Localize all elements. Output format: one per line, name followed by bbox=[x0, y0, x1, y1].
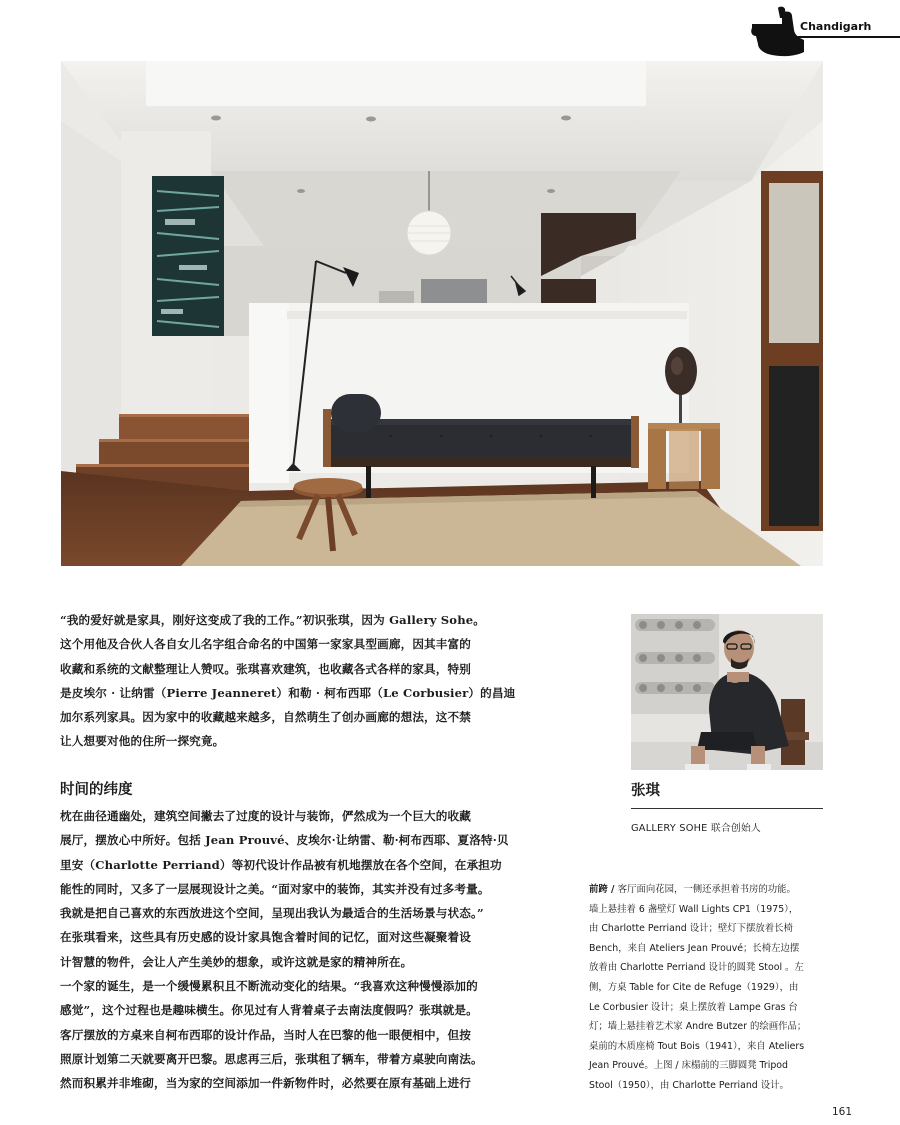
body-line: 感觉”，这个过程也是趣味横生。你见过有人背着桌子去南法度假吗？张琪就是。 bbox=[60, 1003, 478, 1018]
header-rule bbox=[782, 36, 900, 38]
intro-line: 收藏和系统的文献整理让人赞叹。张琪喜欢建筑，也收藏各式各样的家具，特别 bbox=[60, 661, 472, 676]
body-line: 一个家的诞生，是一个缓慢累积且不断流动变化的结果。“我喜欢这种慢慢添加的 bbox=[60, 979, 478, 994]
section-name: Chandigarh bbox=[800, 20, 872, 33]
intro-line: 加尔系列家具。因为家中的收藏越来越多，自然萌生了创办画廊的想法，这不禁 bbox=[60, 710, 472, 725]
page-number: 161 bbox=[832, 1106, 853, 1118]
body-line: 展厅，摆放心中所好。包括 Jean Prouvé、皮埃尔·让纳雷、勒·柯布西耶、夏洛特·贝 bbox=[60, 833, 509, 848]
living-room-photo bbox=[61, 61, 823, 566]
intro-line: 这个用他及合伙人各自女儿名字组合命名的中国第一家家具型画廊，因其丰富的 bbox=[60, 637, 472, 652]
hand-icon bbox=[748, 6, 808, 58]
caption-line: 侧，方桌 Table for Cite de Refuge（1929），由 bbox=[589, 981, 799, 993]
caption-line: Jean Prouvé。上图 / 床榻前的三脚圆凳 Tripod bbox=[589, 1060, 788, 1072]
intro-line: “我的爱好就是家具，刚好这变成了我的工作。”初识张琪，因为 Gallery Sohe。 bbox=[60, 613, 486, 627]
caption-line: Stool（1950），由 Charlotte Perriand 设计。 bbox=[589, 1079, 789, 1091]
caption-line: 灯；墙上悬挂着艺术家 Andre Butzer 的绘画作品； bbox=[589, 1021, 807, 1033]
intro-line: 让人想要对他的住所一探究竟。 bbox=[60, 734, 225, 749]
intro-line: 是皮埃尔 · 让纳雷（Pierre Jeanneret）和勒 · 柯布西耶（Le Corbusier）的昌迪 bbox=[60, 685, 516, 700]
living-room-illustration bbox=[61, 61, 823, 566]
caption-line: Bench，来自 Ateliers Jean Prouvé；长椅左边摆 bbox=[589, 942, 800, 954]
section-tag bbox=[748, 6, 900, 58]
section-body bbox=[60, 804, 600, 1096]
portrait-name: 张琪 bbox=[631, 783, 660, 799]
caption-line bbox=[589, 880, 829, 900]
caption-label: 前跨 / bbox=[589, 884, 618, 895]
body-line: 在张琪看来，这些具有历史感的设计家具饱含着时间的记忆，面对这些凝聚着设 bbox=[60, 930, 472, 945]
caption-line: 桌前的木质座椅 Tout Bois（1941），来自 Ateliers bbox=[589, 1040, 805, 1052]
intro-paragraph bbox=[60, 608, 600, 754]
caption-text: 客厅面向花园，一侧还承担着书房的功能。 bbox=[617, 884, 796, 895]
body-line: 里安（Charlotte Perriand）等初代设计作品被有机地摆放在各个空间，在承担功 bbox=[60, 857, 502, 872]
body-line: 客厅摆放的方桌来自柯布西耶的设计作品，当时人在巴黎的他一眼便相中，但按 bbox=[60, 1027, 472, 1042]
section-heading: 时间的纬度 bbox=[60, 782, 133, 798]
portrait-divider bbox=[631, 808, 823, 809]
body-line: 计智慧的物件，会让人产生美妙的想象，或许这就是家的精神所在。 bbox=[60, 954, 413, 969]
portrait-photo bbox=[631, 614, 823, 770]
caption-line: 放着由 Charlotte Perriand 设计的圆凳 Stool 。左 bbox=[589, 962, 804, 974]
portrait-role: GALLERY SOHE 联合创始人 bbox=[631, 823, 761, 834]
body-line: 照原计划第二天就要离开巴黎。思虑再三后，张琪租了辆车，带着方桌驶向南法。 bbox=[60, 1051, 483, 1066]
body-line: 能性的同时，又多了一层展现设计之美。“面对家中的装饰，其实并没有过多考量。 bbox=[60, 881, 490, 896]
body-line: 我就是把自己喜欢的东西放进这个空间，呈现出我认为最适合的生活场景与状态。” bbox=[60, 906, 484, 921]
photo-caption bbox=[589, 880, 829, 1096]
body-line: 枕在曲径通幽处，建筑空间撇去了过度的设计与装饰，俨然成为一个巨大的收藏 bbox=[60, 809, 472, 823]
portrait-illustration bbox=[631, 614, 823, 770]
caption-line: 由 Charlotte Perriand 设计；壁灯下摆放着长椅 bbox=[589, 923, 793, 935]
caption-line: 墙上悬挂着 6 盏壁灯 Wall Lights CP1（1975）， bbox=[589, 903, 799, 915]
body-line: 然而积累并非堆砌，当为家的空间添加一件新物件时，必然要在原有基础上进行 bbox=[60, 1076, 472, 1091]
caption-line: Le Corbusier 设计；桌上摆放着 Lampe Gras 台 bbox=[589, 1001, 798, 1013]
